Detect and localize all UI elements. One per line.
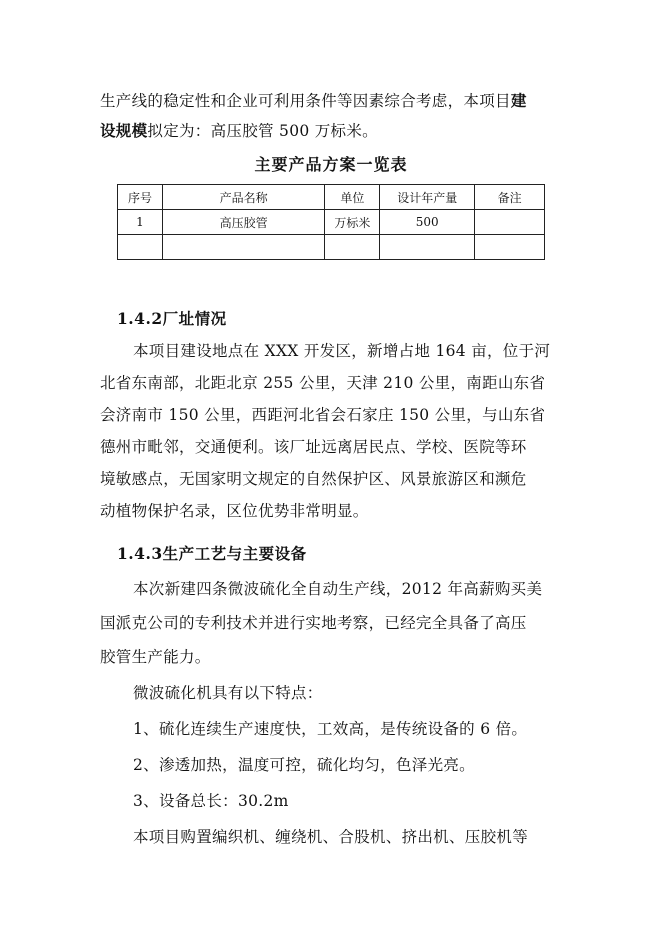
section-143-heading: 1.4.3生产工艺与主要设备 bbox=[117, 544, 307, 563]
table-cell: 高压胶管 bbox=[162, 210, 325, 235]
section-143-line: 本次新建四条微波硫化全自动生产线，2012 年高薪购买美 bbox=[133, 580, 543, 598]
product-plan-table bbox=[117, 184, 545, 260]
section-142-line: 德州市毗邻，交通便利。该厂址远离居民点、学校、医院等环 bbox=[100, 438, 527, 456]
section-143-line: 2、渗透加热，温度可控，硫化均匀，色泽光亮。 bbox=[133, 756, 475, 774]
section-142-line: 会济南市 150 公里，西距河北省会石家庄 150 公里，与山东省 bbox=[100, 406, 546, 424]
section-142-heading: 1.4.2厂址情况 bbox=[117, 309, 227, 328]
table-cell bbox=[118, 235, 163, 260]
section-142-line: 本项目建设地点在 XXX 开发区，新增占地 164 亩，位于河 bbox=[133, 342, 551, 360]
table-cell bbox=[325, 235, 380, 260]
section-142-line: 境敏感点，无国家明文规定的自然保护区、风景旅游区和濒危 bbox=[100, 470, 527, 488]
table-cell bbox=[475, 210, 545, 235]
section-143-line: 微波硫化机具有以下特点： bbox=[133, 684, 323, 702]
section-143-line: 1、硫化连续生产速度快，工效高，是传统设备的 6 倍。 bbox=[133, 720, 528, 738]
table-header-cell: 产品名称 bbox=[162, 185, 325, 210]
table-cell: 500 bbox=[380, 210, 475, 235]
section-142-line: 北省东南部，北距北京 255 公里，天津 210 公里，南距山东省 bbox=[100, 374, 546, 392]
table-header-cell: 序号 bbox=[118, 185, 163, 210]
table-header-cell: 单位 bbox=[325, 185, 380, 210]
table-cell bbox=[162, 235, 325, 260]
table-header-cell: 备注 bbox=[475, 185, 545, 210]
table-cell: 1 bbox=[118, 210, 163, 235]
section-143-line: 国派克公司的专利技术并进行实地考察，已经完全具备了高压 bbox=[100, 614, 527, 632]
table-cell: 万标米 bbox=[325, 210, 380, 235]
table-cell bbox=[380, 235, 475, 260]
intro-line-2-text: 拟定为：高压胶管 500 万标米。 bbox=[147, 122, 378, 140]
table-row bbox=[118, 210, 545, 235]
table-header-row bbox=[118, 185, 545, 210]
section-143-line: 3、设备总长：30.2m bbox=[133, 792, 289, 810]
table-title: 主要产品方案一览表 bbox=[254, 155, 408, 174]
intro-line-2-bold: 设规模 bbox=[100, 121, 148, 140]
table-header-cell: 设计年产量 bbox=[380, 185, 475, 210]
intro-line-2 bbox=[100, 120, 570, 142]
table-row bbox=[118, 235, 545, 260]
intro-line-1-text: 生产线的稳定性和企业可利用条件等因素综合考虑，本项目 bbox=[100, 92, 511, 110]
intro-line-1-bold: 建 bbox=[510, 91, 527, 110]
section-142-line: 动植物保护名录，区位优势非常明显。 bbox=[100, 502, 369, 520]
table-cell bbox=[475, 235, 545, 260]
section-143-line: 胶管生产能力。 bbox=[100, 648, 211, 666]
section-143-line: 本项目购置编织机、缠绕机、合股机、挤出机、压胶机等 bbox=[133, 828, 529, 846]
intro-line-1 bbox=[100, 90, 570, 112]
